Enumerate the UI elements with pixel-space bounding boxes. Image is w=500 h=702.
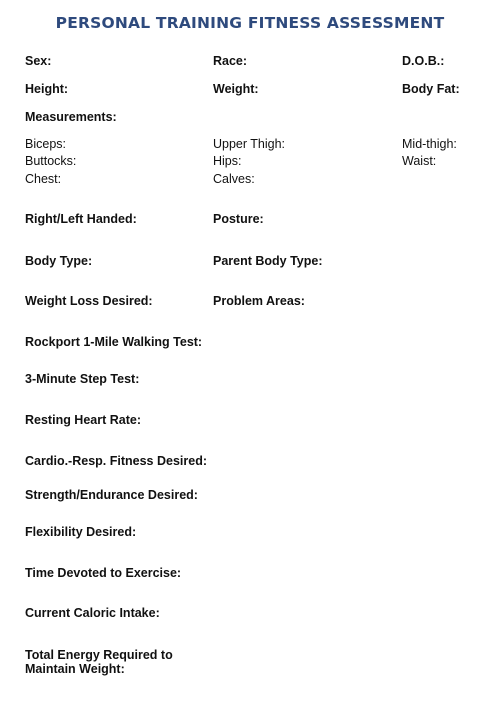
- time-devoted-label: Time Devoted to Exercise:: [25, 566, 182, 580]
- buttocks-label: Buttocks:: [25, 154, 77, 168]
- page-title: PERSONAL TRAINING FITNESS ASSESSMENT: [55, 14, 445, 32]
- step-test-label: 3-Minute Step Test:: [25, 372, 140, 386]
- upper-thigh-label: Upper Thigh:: [213, 137, 286, 151]
- posture-label: Posture:: [213, 212, 264, 226]
- caloric-intake-label: Current Caloric Intake:: [25, 606, 160, 620]
- biceps-label: Biceps:: [25, 137, 66, 151]
- rockport-test-label: Rockport 1-Mile Walking Test:: [25, 335, 203, 349]
- weight-loss-label: Weight Loss Desired:: [25, 294, 153, 308]
- race-label: Race:: [213, 54, 248, 68]
- flexibility-label: Flexibility Desired:: [25, 525, 137, 539]
- body-type-label: Body Type:: [25, 254, 93, 268]
- problem-areas-label: Problem Areas:: [213, 294, 305, 308]
- handedness-label: Right/Left Handed:: [25, 212, 137, 226]
- parent-body-type-label: Parent Body Type:: [213, 254, 323, 268]
- height-label: Height:: [25, 82, 69, 96]
- dob-label: D.O.B.:: [402, 54, 445, 68]
- mid-thigh-label: Mid-thigh:: [402, 137, 457, 151]
- calves-label: Calves:: [213, 172, 255, 186]
- measurements-heading: Measurements:: [25, 110, 117, 124]
- strength-endurance-label: Strength/Endurance Desired:: [25, 488, 198, 502]
- total-energy-label-line1: Total Energy Required to: [25, 648, 173, 662]
- waist-label: Waist:: [402, 154, 437, 168]
- body-fat-label: Body Fat:: [402, 82, 460, 96]
- chest-label: Chest:: [25, 172, 62, 186]
- cardio-fitness-label: Cardio.-Resp. Fitness Desired:: [25, 454, 207, 468]
- weight-label: Weight:: [213, 82, 259, 96]
- hips-label: Hips:: [213, 154, 242, 168]
- resting-heart-rate-label: Resting Heart Rate:: [25, 413, 141, 427]
- total-energy-label-line2: Maintain Weight:: [25, 662, 125, 676]
- sex-label: Sex:: [25, 54, 52, 68]
